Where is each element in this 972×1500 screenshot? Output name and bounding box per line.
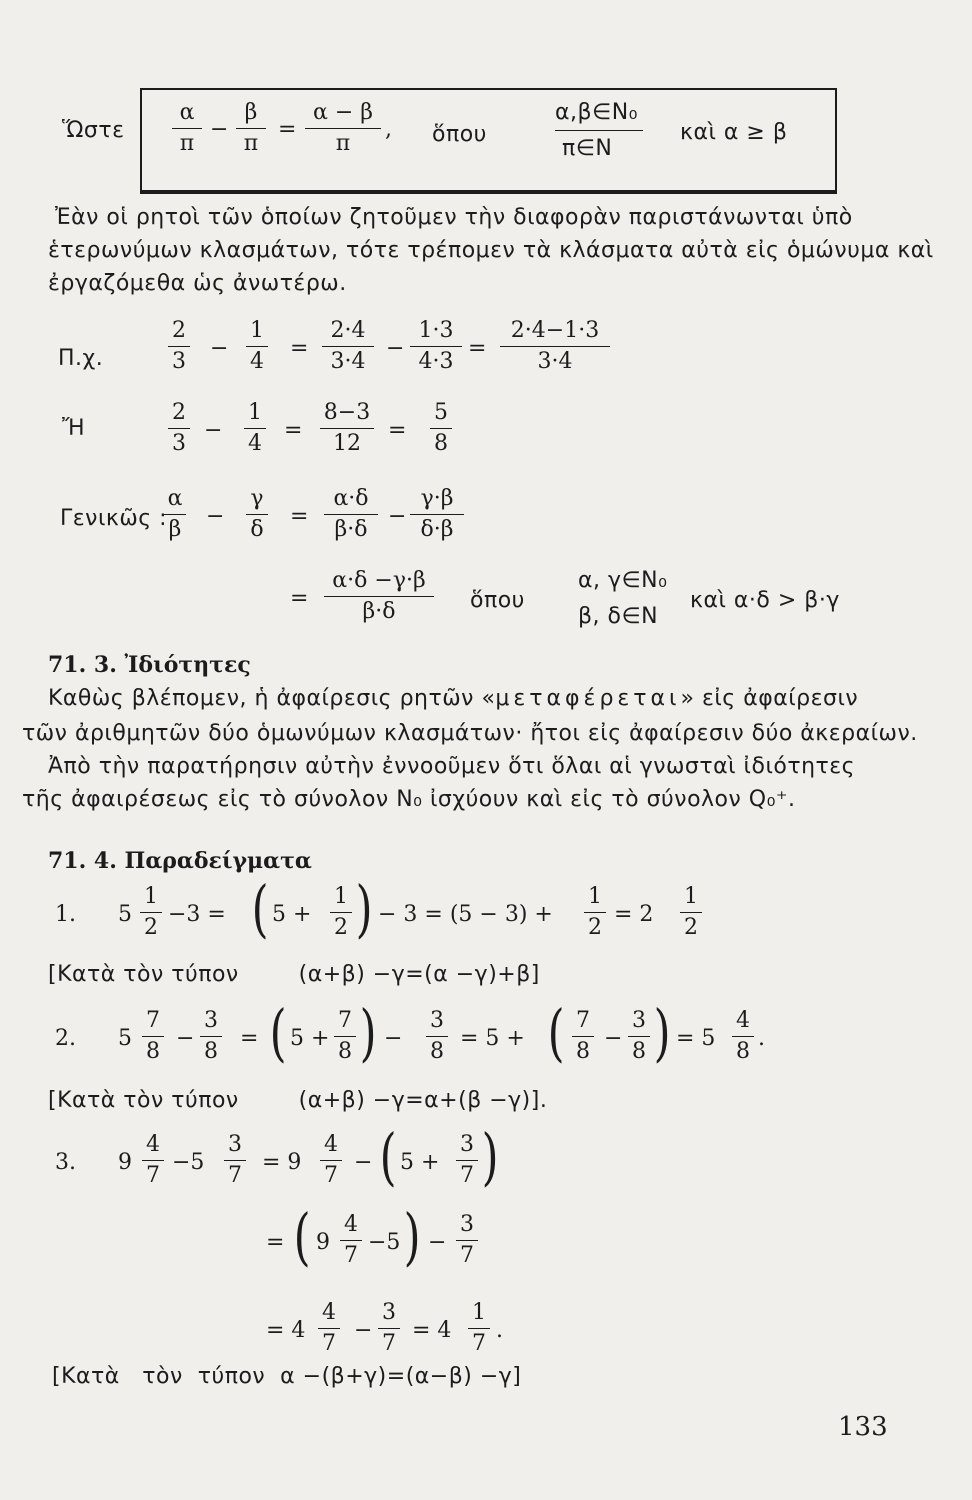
- rule-line: [Κατὰ τὸν τύπον α −(β+γ)=(α−β) −γ]: [52, 1364, 522, 1389]
- denominator: β·δ: [362, 599, 396, 624]
- numerator: 3: [430, 1008, 444, 1033]
- numerator: 1: [250, 318, 264, 343]
- fraction-1-2: [330, 884, 352, 941]
- condition-kai: καὶ α ≥ β: [680, 120, 788, 145]
- numerator: β: [244, 100, 258, 125]
- box-fraction-a-minus-b-over-pi: [305, 100, 381, 157]
- minus-sign: −: [604, 1026, 623, 1051]
- expression-text: = 2: [614, 902, 654, 927]
- fraction-gb-db: [410, 486, 464, 543]
- minus-sign: −: [354, 1150, 373, 1175]
- denominator: 4·3: [418, 349, 454, 374]
- numerator: 1: [248, 400, 262, 425]
- denominator: 7: [472, 1331, 486, 1356]
- denominator: 7: [460, 1163, 474, 1188]
- denominator: β: [168, 517, 182, 542]
- fraction-3-8: [628, 1008, 650, 1065]
- fraction-7-8: [572, 1008, 594, 1065]
- fraction-3-7: [456, 1132, 478, 1189]
- numerator: 2·4: [330, 318, 366, 343]
- fraction-7-8: [142, 1008, 164, 1065]
- example-label: Ἤ: [62, 416, 86, 441]
- equals-sign: =: [240, 1026, 259, 1051]
- numerator: 2·4−1·3: [510, 318, 600, 343]
- numerator: γ: [250, 486, 264, 511]
- example-label: Π.χ.: [58, 346, 104, 371]
- close-paren: ): [359, 996, 377, 1069]
- numerator: 3: [382, 1300, 396, 1325]
- minus-sign: −: [176, 1026, 195, 1051]
- fraction-3-7: [378, 1300, 400, 1357]
- denominator: 3·4: [537, 349, 573, 374]
- numerator: 1: [334, 884, 348, 909]
- minus-sign: −: [388, 504, 407, 529]
- example-number: 1.: [55, 902, 76, 927]
- general-label: Γενικῶς :: [60, 506, 168, 531]
- condition-rule: [555, 130, 643, 131]
- numerator: 2: [172, 318, 186, 343]
- expression-text: = 4: [412, 1318, 452, 1343]
- expression-text: = 5: [676, 1026, 716, 1051]
- condition-bottom: β, δ∈N: [578, 604, 659, 629]
- fraction-1-2: [140, 884, 162, 941]
- section-heading: 71. 3. Ἰδιότητες: [48, 652, 251, 678]
- fraction-1-4: [246, 318, 268, 375]
- page-number: 133: [838, 1412, 888, 1442]
- expression-text: − 3 = (5 − 3) +: [378, 902, 553, 927]
- hoste-label: Ὥστε: [62, 118, 125, 143]
- condition-kai: καὶ α·δ > β·γ: [690, 588, 840, 613]
- numerator: 7: [146, 1008, 160, 1033]
- denominator: 7: [382, 1331, 396, 1356]
- minus-sign: −: [354, 1318, 373, 1343]
- example-number: 3.: [55, 1150, 76, 1175]
- expression-text: 5 +: [400, 1150, 440, 1175]
- paragraph-line: Ἀπὸ τὴν παρατήρησιν αὐτὴν ἐννοοῦμεν ὅτι ὅλαι αἱ γνωσταὶ ἰδιότητες: [48, 754, 856, 779]
- fraction-g-d: [246, 486, 268, 543]
- fraction-result: [500, 318, 610, 375]
- period: .: [496, 1318, 503, 1343]
- numerator: 3: [460, 1132, 474, 1157]
- denominator: 7: [322, 1331, 336, 1356]
- open-paren: (: [251, 872, 269, 945]
- numerator: 3: [460, 1212, 474, 1237]
- numerator: 1: [588, 884, 602, 909]
- example-number: 2.: [55, 1026, 76, 1051]
- numerator: 7: [576, 1008, 590, 1033]
- minus-sign: −: [206, 504, 225, 529]
- expression-text: −5: [172, 1150, 205, 1175]
- close-paren: ): [355, 872, 373, 945]
- fraction-4-7: [340, 1212, 362, 1269]
- fraction-ad-bd: [324, 486, 378, 543]
- denominator: 2: [144, 915, 158, 940]
- paragraph-line: τῆς ἀφαιρέσεως εἰς τὸ σύνολον N₀ ἰσχύουν καὶ εἰς τὸ σύνολον Q₀⁺.: [22, 787, 796, 812]
- numerator: 1: [472, 1300, 486, 1325]
- minus-sign: −: [386, 336, 405, 361]
- numerator: 1: [144, 884, 158, 909]
- denominator: 8: [576, 1039, 590, 1064]
- fraction-1-4: [244, 400, 266, 457]
- equals-sign: =: [266, 1230, 285, 1255]
- rule-line: [Κατὰ τὸν τύπον (α+β) −γ=α+(β −γ)].: [48, 1088, 548, 1113]
- denominator: 8: [338, 1039, 352, 1064]
- fraction-2-3: [168, 318, 190, 375]
- fraction-4-7: [318, 1300, 340, 1357]
- denominator: δ·β: [420, 517, 454, 542]
- numerator: α·δ −γ·β: [332, 568, 426, 593]
- equals-sign: =: [290, 586, 309, 611]
- box-fraction-b-over-pi: [236, 100, 266, 157]
- fraction-2x4-3x4: [322, 318, 374, 375]
- expression-text: −5: [368, 1230, 401, 1255]
- spaced-word: μεταφέρεται: [495, 686, 681, 711]
- section-heading: 71. 4. Παραδείγματα: [48, 848, 312, 874]
- fraction-1-7: [468, 1300, 490, 1357]
- fraction-4-7: [320, 1132, 342, 1189]
- denominator: δ: [250, 517, 264, 542]
- minus-sign: −: [210, 117, 229, 142]
- open-paren: (: [547, 996, 565, 1069]
- whole-number: 5: [118, 1026, 132, 1051]
- paragraph-line: τῶν ἀριθμητῶν δύο ὁμωνύμων κλασμάτων· ἤτοι εἰς ἀφαίρεσιν δύο ἀκεραίων.: [22, 721, 918, 746]
- denominator: 8: [204, 1039, 218, 1064]
- fraction-7-8: [334, 1008, 356, 1065]
- denominator: 12: [333, 431, 361, 456]
- numerator: α: [179, 100, 195, 125]
- denominator: 8: [736, 1039, 750, 1064]
- fraction-5-8: [430, 400, 452, 457]
- numerator: α − β: [313, 100, 373, 125]
- denominator: π: [335, 131, 351, 156]
- numerator: 4: [324, 1132, 338, 1157]
- denominator: β·δ: [334, 517, 368, 542]
- opou-label: ὅπου: [432, 122, 487, 147]
- numerator: 3: [204, 1008, 218, 1033]
- numerator: 4: [146, 1132, 160, 1157]
- denominator: 4: [248, 431, 262, 456]
- denominator: 8: [632, 1039, 646, 1064]
- denominator: π: [179, 131, 195, 156]
- fraction-1-2: [584, 884, 606, 941]
- denominator: 7: [460, 1243, 474, 1268]
- text-run: » εἰς ἀφαίρεσιν: [680, 686, 859, 711]
- denominator: 2: [334, 915, 348, 940]
- open-paren: (: [379, 1120, 397, 1193]
- equals-sign: =: [468, 336, 487, 361]
- comma: ,: [385, 117, 392, 142]
- denominator: 8: [430, 1039, 444, 1064]
- fraction-8-3-12: [320, 400, 374, 457]
- numerator: α·δ: [333, 486, 369, 511]
- denominator: 8: [146, 1039, 160, 1064]
- denominator: 7: [228, 1163, 242, 1188]
- expression-text: −3 =: [168, 902, 226, 927]
- minus-sign: −: [210, 336, 229, 361]
- fraction-1-2: [680, 884, 702, 941]
- fraction-general-result: [324, 568, 434, 625]
- numerator: 1·3: [418, 318, 454, 343]
- text-run: Καθὼς βλέπομεν, ἡ ἀφαίρεσις ρητῶν «: [48, 686, 496, 711]
- numerator: 7: [338, 1008, 352, 1033]
- denominator: 3: [172, 431, 186, 456]
- open-paren: (: [269, 996, 287, 1069]
- denominator: 4: [250, 349, 264, 374]
- fraction-3-7: [456, 1212, 478, 1269]
- numerator: α: [167, 486, 183, 511]
- denominator: 2: [684, 915, 698, 940]
- fraction-3-8: [200, 1008, 222, 1065]
- expression-text: = 4: [266, 1318, 306, 1343]
- denominator: 7: [344, 1243, 358, 1268]
- expression-text: = 9: [262, 1150, 302, 1175]
- fraction-2-3: [168, 400, 190, 457]
- fraction-a-b: [164, 486, 186, 543]
- condition-bottom: π∈N: [562, 136, 613, 161]
- period: .: [758, 1026, 765, 1051]
- fraction-1x3-4x3: [410, 318, 462, 375]
- fraction-4-8: [732, 1008, 754, 1065]
- equals-sign: =: [290, 336, 309, 361]
- numerator: 4: [736, 1008, 750, 1033]
- paragraph-line: [48, 686, 858, 711]
- numerator: 2: [172, 400, 186, 425]
- denominator: 8: [434, 431, 448, 456]
- opou-label: ὅπου: [470, 588, 525, 613]
- numerator: 8−3: [323, 400, 371, 425]
- numerator: γ·β: [420, 486, 454, 511]
- equals-sign: =: [278, 117, 297, 142]
- denominator: 7: [146, 1163, 160, 1188]
- expression-text: = 5 +: [460, 1026, 525, 1051]
- rule-line: [Κατὰ τὸν τύπον (α+β) −γ=(α −γ)+β]: [48, 962, 540, 987]
- denominator: 7: [324, 1163, 338, 1188]
- paragraph-line: Ἐὰν οἱ ρητοὶ τῶν ὁποίων ζητοῦμεν τὴν διαφορὰν παριστάνωνται ὑπὸ: [55, 205, 853, 230]
- numerator: 5: [434, 400, 448, 425]
- whole-number: 5: [118, 902, 132, 927]
- minus-sign: −: [384, 1026, 403, 1051]
- equals-sign: =: [284, 418, 303, 443]
- denominator: 3: [172, 349, 186, 374]
- whole-number: 9: [316, 1230, 330, 1255]
- minus-sign: −: [428, 1230, 447, 1255]
- expression-text: 5 +: [272, 902, 312, 927]
- close-paren: ): [403, 1200, 421, 1273]
- numerator: 3: [228, 1132, 242, 1157]
- equals-sign: =: [290, 504, 309, 529]
- equals-sign: =: [388, 418, 407, 443]
- numerator: 3: [632, 1008, 646, 1033]
- numerator: 1: [684, 884, 698, 909]
- paragraph-line: ἑτερωνύμων κλασμάτων, τότε τρέπομεν τὰ κλάσματα αὐτὰ εἰς ὁμώνυμα καὶ: [48, 238, 934, 263]
- fraction-3-7: [224, 1132, 246, 1189]
- close-paren: ): [481, 1120, 499, 1193]
- fraction-3-8: [426, 1008, 448, 1065]
- numerator: 4: [344, 1212, 358, 1237]
- open-paren: (: [293, 1200, 311, 1273]
- box-fraction-a-over-pi: [172, 100, 202, 157]
- minus-sign: −: [204, 418, 223, 443]
- fraction-4-7: [142, 1132, 164, 1189]
- condition-top: α,β∈N₀: [555, 100, 638, 125]
- condition-top: α, γ∈N₀: [578, 568, 668, 593]
- close-paren: ): [653, 996, 671, 1069]
- denominator: 2: [588, 915, 602, 940]
- denominator: 3·4: [330, 349, 366, 374]
- expression-text: 5 +: [290, 1026, 330, 1051]
- denominator: π: [243, 131, 259, 156]
- whole-number: 9: [118, 1150, 132, 1175]
- numerator: 4: [322, 1300, 336, 1325]
- paragraph-line: ἐργαζόμεθα ὡς ἀνωτέρω.: [48, 271, 347, 296]
